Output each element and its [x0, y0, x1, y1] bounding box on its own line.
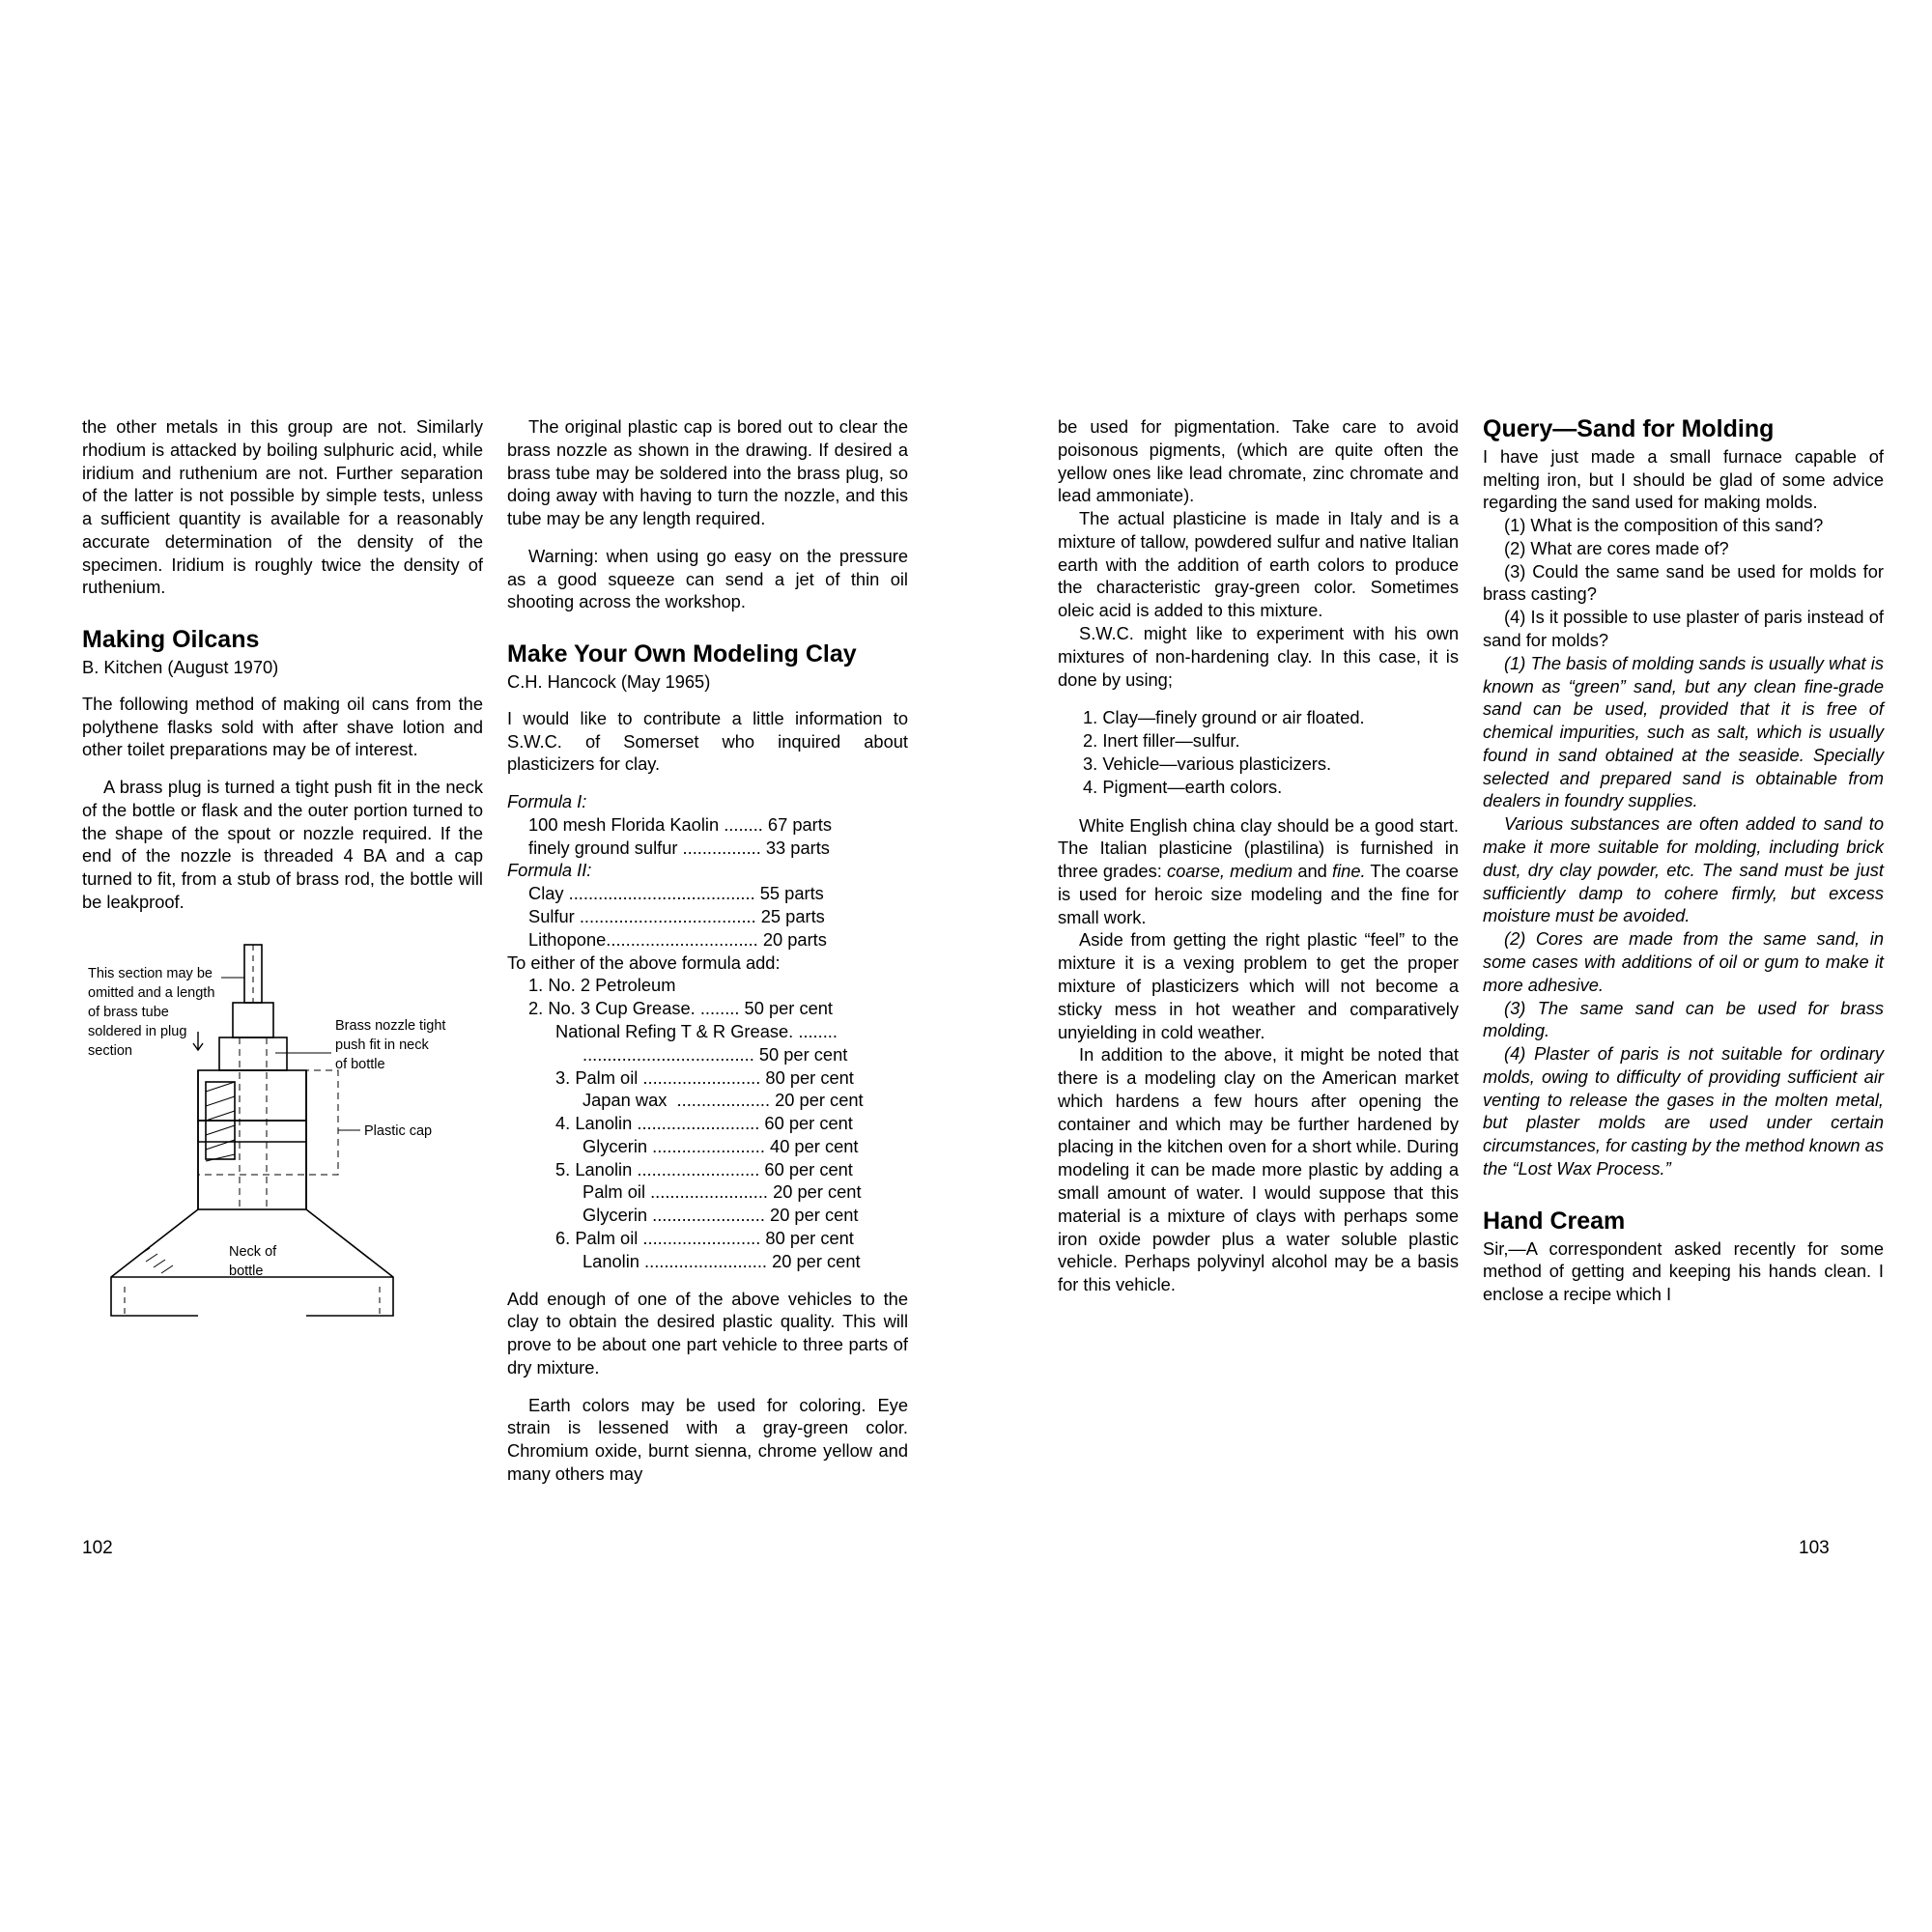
query-answer: Various substances are often added to sand to make it more suitable for molding, including brick dust, dry clay powder, etc. The sand must be just sufficiently damp to cohere firmly, but excess moisture must be avoided. [1483, 813, 1884, 926]
additive-line: 1. No. 2 Petroleum [528, 975, 676, 996]
section-heading-modeling-clay: Make Your Own Modeling Clay [507, 640, 857, 668]
figure-label-neck-line1: Neck of [229, 1243, 277, 1260]
section-heading-making-oilcans: Making Oilcans [82, 626, 260, 654]
additive-line: Glycerin ....................... 20 per cent [582, 1205, 859, 1226]
china-clay-text-c: The coarse is used for heroic size modeling and the fine for small work. [1058, 861, 1459, 927]
ingredient-item: 1. Clay—finely ground or air floated. [1083, 707, 1365, 728]
section-heading-hand-cream: Hand Cream [1483, 1207, 1626, 1235]
query-question: (4) Is it possible to use plaster of paris instead of sand for molds? [1483, 607, 1884, 650]
ingredient-item: 4. Pigment—earth colors. [1083, 776, 1283, 797]
figure-label-neck-line2: bottle [229, 1263, 264, 1279]
column-4 [1483, 415, 1884, 1306]
query-answer: (4) Plaster of paris is not suitable for ordinary molds, owing to difficulty of providing sufficient air venting to release the gases in the molten metal, but plaster molds are used under certain circumstances, for casting by the method known as the “Lost Wax Process.” [1483, 1043, 1884, 1179]
formula-2-line: Sulfur .................................... 25 parts [528, 906, 825, 927]
hand-cream-paragraph: Sir,—A correspondent asked recently for some method of getting and keeping his hands clean. I enclose a recipe which I [1483, 1237, 1884, 1305]
query-answer: (2) Cores are made from the same sand, in some cases with additions of oil or gum to make it more adhesive. [1483, 928, 1884, 995]
additive-line: ................................... 50 per cent [582, 1043, 848, 1065]
plasticine-paragraph: The actual plasticine is made in Italy and is a mixture of tallow, powdered sulfur and native Italian earth with the addition of earth colors to produce the characteristic gray-green color. Sometimes oleic acid is added to this mixture. [1058, 508, 1459, 621]
swc-paragraph: S.W.C. might like to experiment with his own mixtures of non-hardening clay. In this case, it is done by using; [1058, 623, 1459, 690]
additives-intro: To either of the above formula add: [507, 952, 781, 973]
figure-label-left-line3: of brass tube [88, 1004, 169, 1020]
figure-label-left-line2: omitted and a length [88, 984, 215, 1001]
formula-1-label: Formula I: [507, 791, 587, 812]
additive-line: 6. Palm oil ........................ 80 per cent [555, 1227, 854, 1248]
query-answer: (1) The basis of molding sands is usually what is known as “green” sand, but any clean fine-grade sand can be used, provided that it is free of chemical impurities, such as salt, which is usually found in sand obtained at the seaside. Specially selected and prepared sand is obtainable from dealers in foundry supplies. [1483, 652, 1884, 811]
column-1 [82, 415, 483, 1323]
query-answer: (3) The same sand can be used for brass molding. [1483, 997, 1884, 1041]
additive-line: 5. Lanolin ......................... 60 per cent [555, 1158, 853, 1179]
page-number-right: 103 [1799, 1538, 1830, 1558]
plastic-feel-paragraph: Aside from getting the right plastic “feel” to the mixture it is a vexing problem to get the proper mixture of plasticizers which will not become a sticky mess in hot weather and comparatively unyielding in cold weather. [1058, 929, 1459, 1042]
modeling-paragraph-3: Earth colors may be used for coloring. Eye strain is lessened with a gray-green color. Chromium oxide, burnt sienna, chrome yellow and many others may [507, 1394, 908, 1484]
china-clay-paragraph [1058, 814, 1459, 929]
modeling-paragraph-2: Add enough of one of the above vehicles to the clay to obtain the desired plastic quality. This will prove to be about one part vehicle to three parts of dry mixture. [507, 1288, 908, 1378]
formula-2-label: Formula II: [507, 860, 592, 881]
pigmentation-paragraph: be used for pigmentation. Take care to avoid poisonous pigments, (which are quite often the yellow ones like lead chromate, zinc chromate and lead ammoniate). [1058, 416, 1459, 506]
query-question: (2) What are cores made of? [1504, 537, 1729, 558]
oilcans-paragraph-1: The following method of making oil cans from the polythene flasks sold with after shave lotion and other toilet preparations may be of interest. [82, 693, 483, 760]
additive-line: 4. Lanolin ......................... 60 per cent [555, 1113, 853, 1134]
figure-label-nozzle-line2: push fit in neck [335, 1037, 429, 1053]
continued-paragraph: the other metals in this group are not. Similarly rhodium is attacked by boiling sulphuric acid, while iridium and ruthenium are not. Further separation of the latter is not possible by simple tests, unless a sufficient quantity is available for a reasonably accurate determination of the density of the specimen. Iridium is roughly twice the density of ruthenium. [82, 416, 483, 598]
additive-line: Palm oil ........................ 20 per cent [582, 1181, 862, 1203]
figure-label-plastic-cap: Plastic cap [364, 1122, 433, 1139]
china-clay-text-a: White English china clay should be a good start. The Italian plasticine (plastilina) is furnished in three grades: [1058, 814, 1459, 882]
byline-modeling-clay: C.H. Hancock (May 1965) [507, 671, 711, 692]
formula-2-line: Clay ...................................... 55 parts [528, 883, 824, 904]
modeling-intro-paragraph-1: The original plastic cap is bored out to clear the brass nozzle as shown in the drawing. If desired a brass tube may be soldered into the brass plug, so doing away with having to turn the nozzle, and this tube may be any length required. [507, 416, 908, 529]
additive-line: 2. No. 3 Cup Grease. ........ 50 per cent [528, 998, 834, 1019]
additive-line: Japan wax ................... 20 per cent [582, 1090, 864, 1111]
oilcan-diagram [82, 937, 488, 1323]
figure-label-left-line5: section [88, 1042, 132, 1059]
american-clay-paragraph: In addition to the above, it might be noted that there is a modeling clay on the American market which hardens a few hours after opening the container and which may be further hardened by placing in the kitchen oven for a short while. During modeling it can be made more plastic by adding a small amount of water. I would suppose that this material is a mixture of clays with perhaps some iron oxide powder plus a water soluble plastic vehicle. Perhaps polyvinyl alcohol may be a basis for this vehicle. [1058, 1044, 1459, 1295]
modeling-paragraph-1: I would like to contribute a little information to S.W.C. of Somerset who inquired about plasticizers for clay. [507, 707, 908, 775]
figure-label-left-line4: soldered in plug [88, 1023, 187, 1039]
formula-1-line: finely ground sulfur ................ 33 parts [528, 837, 830, 858]
grade-names-2: fine. [1332, 861, 1366, 882]
grade-names-1: coarse, medium [1167, 861, 1293, 882]
figure-label-left-line1: This section may be [88, 965, 213, 981]
figure-label-nozzle-line3: of bottle [335, 1056, 385, 1072]
two-page-spread [82, 415, 1884, 1555]
modeling-intro-paragraph-2: Warning: when using go easy on the pressure as a good squeeze can send a jet of thin oil shooting across the workshop. [507, 545, 908, 612]
page-number-left: 102 [82, 1538, 113, 1558]
query-question: (3) Could the same sand be used for molds for brass casting? [1483, 560, 1884, 605]
query-intro-paragraph: I have just made a small furnace capable of melting iron, but I should be glad of some advice regarding the sand used for making molds. [1483, 445, 1884, 513]
additive-line: 3. Palm oil ........................ 80 per cent [555, 1066, 854, 1088]
ingredient-list [1058, 706, 1459, 798]
additive-line: Lanolin ......................... 20 per cent [582, 1250, 861, 1271]
ingredient-item: 3. Vehicle—various plasticizers. [1083, 753, 1332, 774]
additive-line: National Refing T & R Grease. ........ [555, 1020, 838, 1041]
query-question: (1) What is the composition of this sand? [1504, 515, 1824, 536]
formula-1-line: 100 mesh Florida Kaolin ........ 67 parts [528, 813, 832, 835]
additive-line: Glycerin ....................... 40 per cent [582, 1135, 859, 1156]
oilcan-diagram-svg [82, 937, 488, 1323]
oilcans-paragraph-2: A brass plug is turned a tight push fit in the neck of the bottle or flask and the outer portion turned to the shape of the spout or nozzle required. If the end of the nozzle is threaded 4 BA and a cap turned to fit, from a stub of brass rod, the bottle will be leakproof. [82, 777, 483, 913]
byline-making-oilcans: B. Kitchen (August 1970) [82, 657, 279, 677]
figure-label-nozzle-line1: Brass nozzle tight [335, 1017, 446, 1034]
column-2 [507, 415, 908, 1486]
ingredient-item: 2. Inert filler—sulfur. [1083, 730, 1240, 752]
china-clay-text-b: and [1293, 861, 1333, 882]
formula-2-line: Lithopone............................... 20 parts [528, 928, 827, 950]
section-heading-query-sand: Query—Sand for Molding [1483, 415, 1775, 442]
column-3 [1058, 415, 1459, 1296]
